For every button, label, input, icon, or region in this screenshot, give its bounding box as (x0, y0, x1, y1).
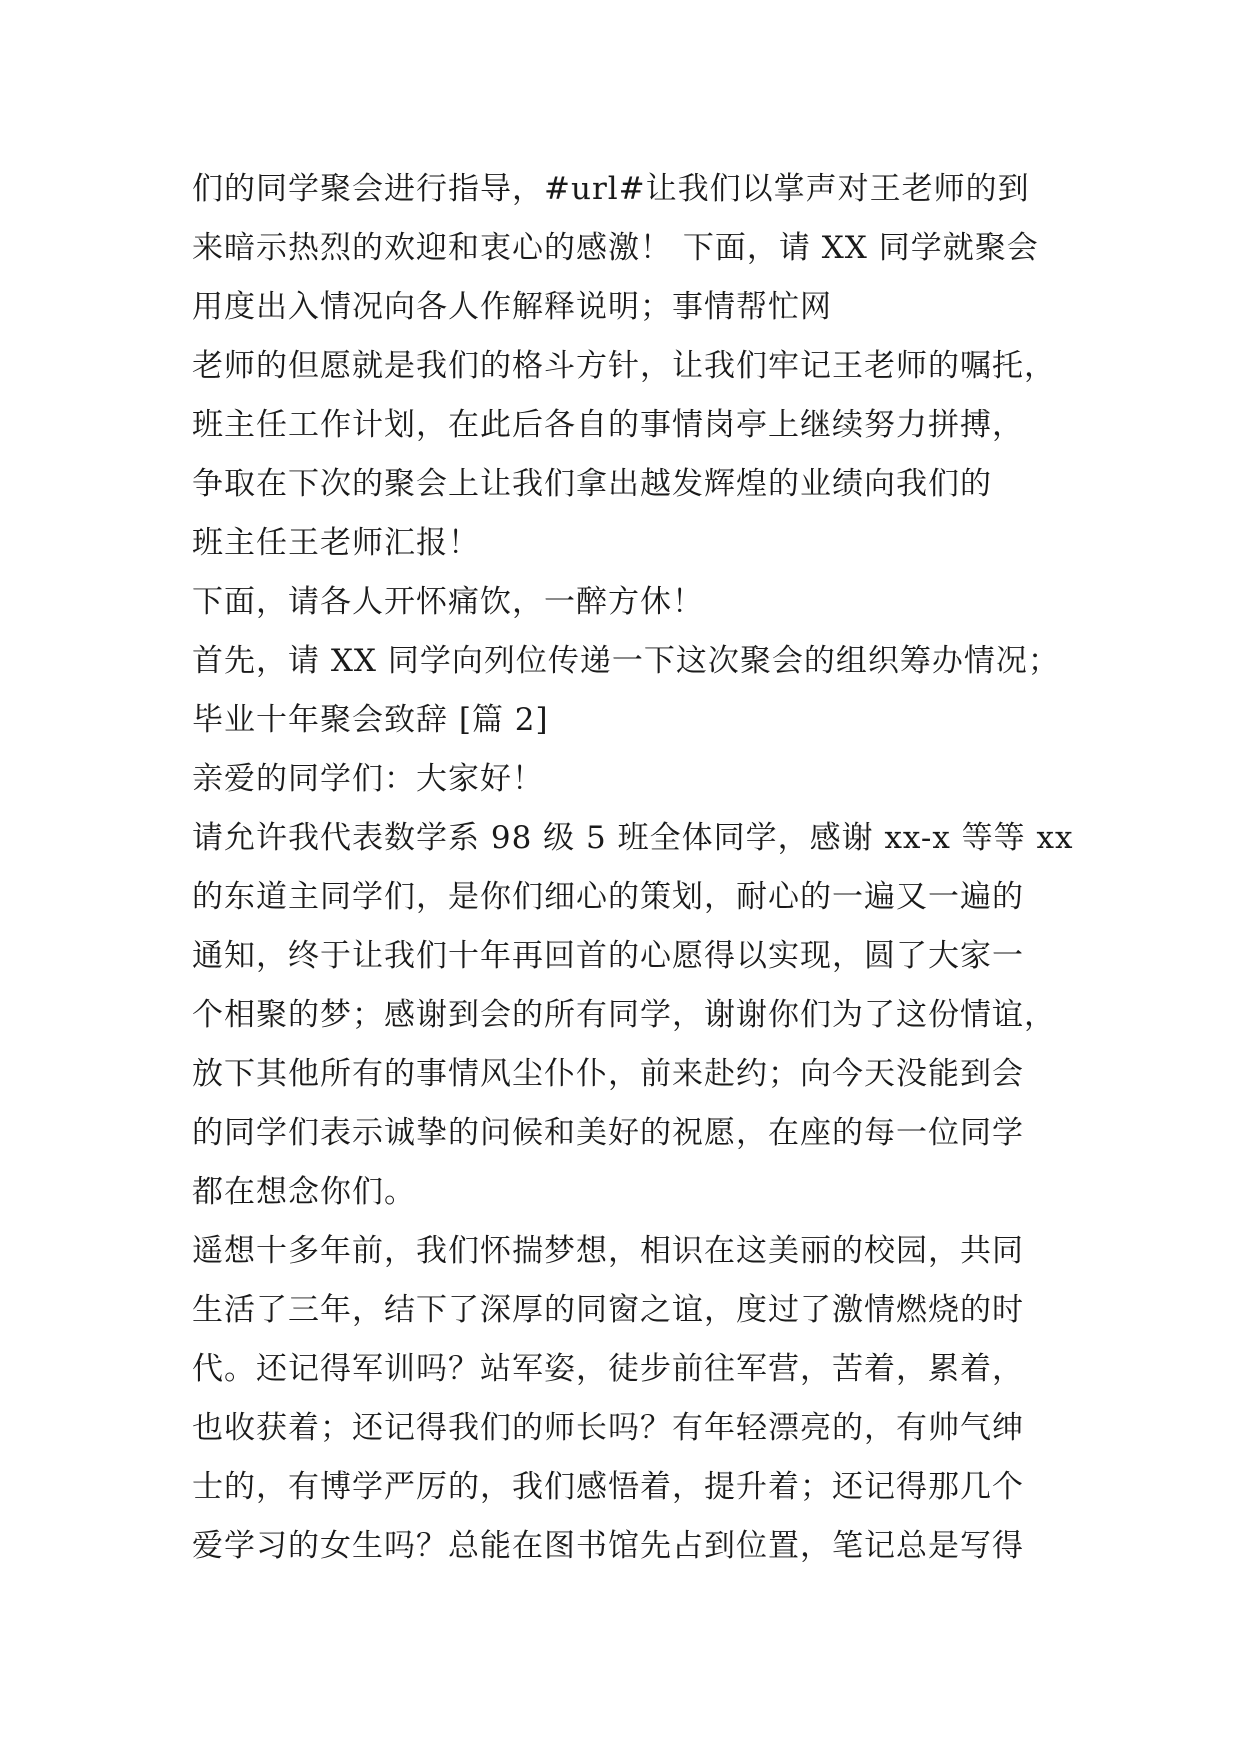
text-line: 班主任王老师汇报！ (192, 525, 480, 561)
text-line: 士的，有博学严厉的，我们感悟着，提升着；还记得那几个 (192, 1469, 1024, 1505)
text-line: 下面，请各人开怀痛饮，一醉方休！ (192, 584, 704, 620)
greeting-line: 亲爱的同学们：大家好！ (192, 761, 544, 797)
text-line: 个相聚的梦；感谢到会的所有同学，谢谢你们为了这份情谊， (192, 997, 1056, 1033)
text-line: 生活了三年，结下了深厚的同窗之谊，度过了激情燃烧的时 (192, 1292, 1024, 1328)
text-line: 通知，终于让我们十年再回首的心愿得以实现，圆了大家一 (192, 938, 1024, 974)
text-line: 争取在下次的聚会上让我们拿出越发辉煌的业绩向我们的 (192, 466, 992, 502)
text-line: 遥想十多年前，我们怀揣梦想，相识在这美丽的校园，共同 (192, 1233, 1024, 1269)
section-heading: 毕业十年聚会致辞 [篇 2] (192, 702, 549, 738)
text-line: 用度出入情况向各人作解释说明；事情帮忙网 (192, 289, 832, 325)
text-line: 爱学习的女生吗？总能在图书馆先占到位置，笔记总是写得 (192, 1528, 1024, 1564)
text-line: 都在想念你们。 (192, 1174, 416, 1210)
text-line: 首先，请 XX 同学向列位传递一下这次聚会的组织筹办情况； (192, 643, 1060, 679)
text-line: 代。还记得军训吗？站军姿，徒步前往军营，苦着，累着， (192, 1351, 1024, 1387)
text-line: 放下其他所有的事情风尘仆仆，前来赴约；向今天没能到会 (192, 1056, 1024, 1092)
text-line: 的同学们表示诚挚的问候和美好的祝愿，在座的每一位同学 (192, 1115, 1024, 1151)
text-line: 请允许我代表数学系 98 级 5 班全体同学，感谢 xx-x 等等 xx (192, 820, 1074, 856)
document-body (192, 160, 1072, 1576)
text-line: 们的同学聚会进行指导，#url#让我们以掌声对王老师的到 (192, 171, 1030, 207)
text-line: 也收获着；还记得我们的师长吗？有年轻漂亮的，有帅气绅 (192, 1410, 1024, 1446)
text-line: 老师的但愿就是我们的格斗方针，让我们牢记王老师的嘱托， (192, 348, 1056, 384)
text-line: 来暗示热烈的欢迎和衷心的感激！ 下面，请 XX 同学就聚会 (192, 230, 1039, 266)
text-line: 班主任工作计划，在此后各自的事情岗亭上继续努力拼搏， (192, 407, 1024, 443)
text-line: 的东道主同学们，是你们细心的策划，耐心的一遍又一遍的 (192, 879, 1024, 915)
